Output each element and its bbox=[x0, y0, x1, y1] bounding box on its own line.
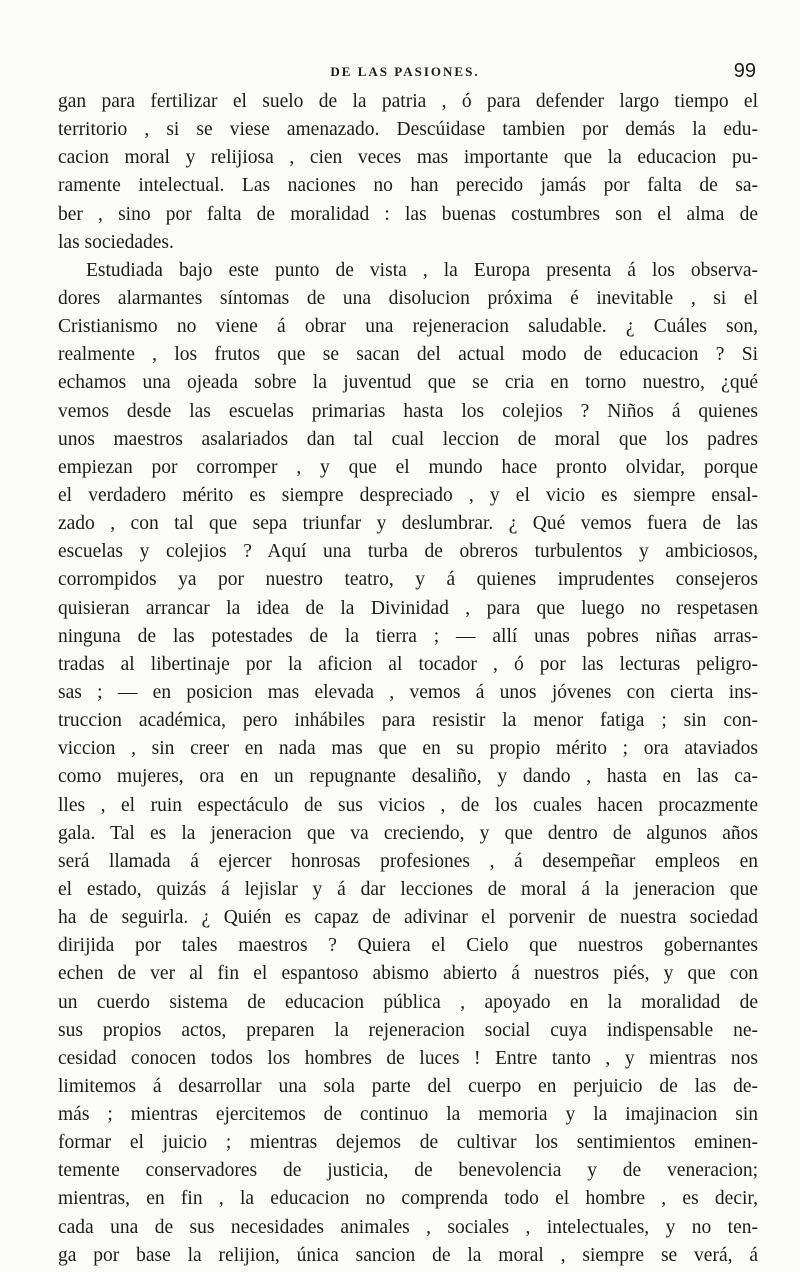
text-line: dores alarmantes síntomas de una disolucion próxima é inevitable , si el bbox=[58, 287, 758, 309]
text-line: unos maestros asalariados dan tal cual leccion de moral que los padres bbox=[58, 428, 758, 450]
text-line: el estado, quizás á lejislar y á dar lecciones de moral á la jeneracion que bbox=[58, 878, 758, 900]
text-line: formar el juicio ; mientras dejemos de cultivar los sentimientos eminen- bbox=[58, 1132, 758, 1154]
text-line: territorio , si se viese amenazado. Descúidase tambien por demás la edu- bbox=[58, 119, 758, 141]
text-line: como mujeres, ora en un repugnante desaliño, y dando , hasta en las ca- bbox=[58, 766, 758, 788]
text-line: tradas al libertinaje por la aficion al tocador , ó por las lecturas peligro- bbox=[58, 653, 758, 675]
text-line: zado , con tal que sepa triunfar y deslumbrar. ¿ Qué vemos fuera de las bbox=[58, 513, 758, 535]
text-line: será llamada á ejercer honrosas profesiones , á desempeñar empleos en bbox=[58, 850, 758, 872]
text-line: mientras, en fin , la educacion no comprenda todo el hombre , es decir, bbox=[58, 1188, 758, 1210]
text-line: más ; mientras ejercitemos de continuo la memoria y la imajinacion sin bbox=[58, 1104, 758, 1126]
text-line: cesidad conocen todos los hombres de luces ! Entre tanto , y mientras nos bbox=[58, 1047, 758, 1069]
text-line: las sociedades. bbox=[58, 231, 174, 253]
text-line: quisieran arrancar la idea de la Divinidad , para que luego no respetasen bbox=[58, 597, 758, 619]
text-line: temente conservadores de justicia, de benevolencia y de veneracion; bbox=[58, 1160, 758, 1182]
text-line: Estudiada bajo este punto de vista , la Europa presenta á los observa- bbox=[86, 259, 758, 281]
text-line: sas ; — en posicion mas elevada , vemos á unos jóvenes con cierta ins- bbox=[58, 681, 758, 703]
text-line: lles , el ruin espectáculo de sus vicios , de los cuales hacen procazmente bbox=[58, 794, 758, 816]
text-line: Cristianismo no viene á obrar una rejeneracion saludable. ¿ Cuáles son, bbox=[58, 316, 758, 338]
text-line: ha de seguirla. ¿ Quién es capaz de adivinar el porvenir de nuestra sociedad bbox=[58, 907, 758, 929]
text-line: gan para fertilizar el suelo de la patria , ó para defender largo tiempo el bbox=[58, 91, 758, 112]
text-line: cada una de sus necesidades animales , sociales , intelectuales, y no ten- bbox=[58, 1216, 758, 1238]
text-line: escuelas y colejios ? Aquí una turba de obreros turbulentos y ambiciosos, bbox=[58, 541, 758, 563]
text-line: viccion , sin creer en nada mas que en su propio mérito ; ora ataviados bbox=[58, 738, 758, 760]
running-head bbox=[60, 60, 756, 84]
running-title: DE LAS PASIONES. bbox=[330, 64, 480, 79]
text-line: ramente intelectual. Las naciones no han perecido jamás por falta de sa- bbox=[58, 175, 758, 197]
page-number: 99 bbox=[733, 60, 756, 82]
text-line: un cuerdo sistema de educacion pública , apoyado en la moralidad de bbox=[58, 991, 758, 1013]
text-line: limitemos á desarrollar una sola parte del cuerpo en perjuicio de las de- bbox=[58, 1075, 758, 1097]
text-line: gala. Tal es la jeneracion que va creciendo, y que dentro de algunos años bbox=[58, 822, 758, 844]
text-line: realmente , los frutos que se sacan del actual modo de educacion ? Si bbox=[58, 344, 758, 366]
text-line: sus propios actos, preparen la rejeneracion social cuya indispensable ne- bbox=[58, 1019, 758, 1041]
text-line: truccion académica, pero inhábiles para resistir la menor fatiga ; sin con- bbox=[58, 710, 758, 732]
body-text bbox=[58, 88, 758, 1270]
text-line: echen de ver al fin el espantoso abismo abierto á nuestros piés, y que con bbox=[58, 963, 758, 985]
text-line: ga por base la relijion, única sancion de la moral , siempre se verá, á bbox=[58, 1244, 758, 1266]
text-line: echamos una ojeada sobre la juventud que se cria en torno nuestro, ¿qué bbox=[58, 372, 758, 394]
text-line: dirijida por tales maestros ? Quiera el Cielo que nuestros gobernantes bbox=[58, 935, 758, 957]
text-line: ninguna de las potestades de la tierra ; — allí unas pobres niñas arras- bbox=[58, 625, 758, 647]
text-line: el verdadero mérito es siempre despreciado , y el vicio es siempre ensal- bbox=[58, 484, 758, 506]
text-line: empiezan por corromper , y que el mundo hace pronto olvidar, porque bbox=[58, 456, 758, 478]
text-line: corrompidos ya por nuestro teatro, y á quienes imprudentes consejeros bbox=[58, 569, 758, 591]
text-line: vemos desde las escuelas primarias hasta los colejios ? Niños á quienes bbox=[58, 400, 758, 422]
text-line: cacion moral y relijiosa , cien veces mas importante que la educacion pu- bbox=[58, 147, 758, 169]
text-line: ber , sino por falta de moralidad : las buenas costumbres son el alma de bbox=[58, 203, 758, 225]
